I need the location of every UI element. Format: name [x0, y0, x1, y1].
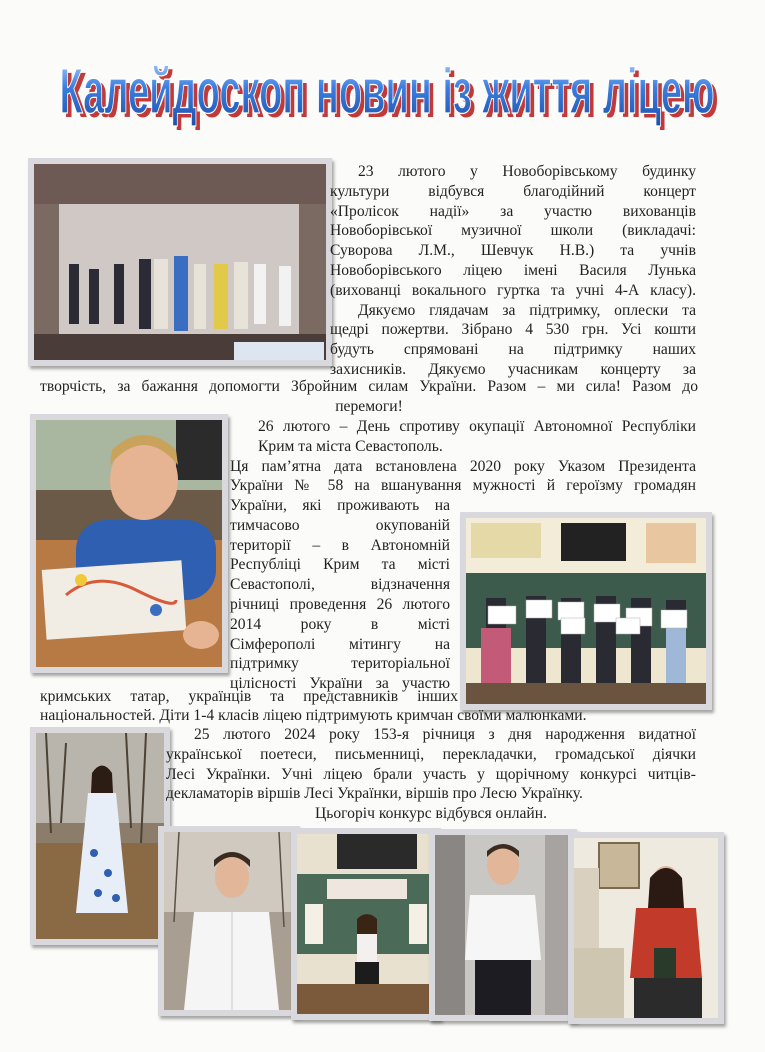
text-line: Республіці Крим та місті — [230, 556, 450, 574]
text-line: перемоги! — [335, 398, 403, 415]
text-line: України, які проживають на — [230, 497, 450, 514]
text-line: Цьогоріч конкурс відбувся онлайн. — [314, 805, 547, 823]
text-line: річниці проведення 26 лютого — [230, 595, 450, 613]
title-shadow: Калейдоскоп новин із життя ліцею — [63, 59, 719, 131]
text-line: України № 58 на вшанування мужності й героїзму громадян — [230, 477, 696, 495]
text-line: Лесі Українки. Учні ліцею брали участь у щорічному конкурсі читців- — [166, 765, 696, 783]
text-line: Севастополі, відзначення — [230, 576, 450, 594]
concert-photo — [28, 158, 332, 366]
text-line: творчість, за бажання допомогти Збройним силам України. Разом – ми сила! Разом до — [40, 378, 698, 395]
text-line: Сімферополі мітингу на — [230, 635, 450, 653]
text-line: культури відбувся благодійний концерт — [330, 182, 696, 200]
child-drawing-photo — [30, 414, 228, 673]
page-title — [20, 40, 750, 135]
text-line: Крим та міста Севастополь. — [258, 437, 443, 455]
text-line: захисників. Дякуємо учасникам концерту за — [330, 360, 696, 378]
text-line: Ця пам’ятна дата встановлена 2020 року Указом Президента — [230, 457, 696, 475]
text-line: декламаторів віршів Лесі Українки, віршів про Лесю Українку. — [166, 785, 583, 803]
text-line: (вихованці вокального гуртка та учні 4-А класу). — [330, 281, 696, 299]
text-line: Суворова Л.М., Шевчук Н.В.) та учнів — [330, 242, 696, 260]
text-line: території – в Автономній — [230, 536, 450, 554]
text-line: національностей. Діти 1-4 класів ліцею підтримують кримчан своїми малюнками. — [40, 707, 587, 724]
boy-white-shirt-photo — [158, 826, 300, 1016]
text-line: підтримку територіальної — [230, 655, 450, 673]
text-line: Новоборівського ліцею імені Василя Лунька — [330, 261, 696, 279]
text-line: Новоборівської музичної школи (викладачі: — [330, 222, 696, 240]
text-line: 23 лютого у Новоборівському будинку — [358, 163, 696, 180]
title-text: Калейдоскоп новин із життя ліцею — [59, 55, 715, 127]
concert-paragraph — [330, 162, 696, 301]
text-line: будуть спрямовані на підтримку наших — [330, 341, 696, 359]
text-line: української поетеси, письменниці, перекладачки, громадської діячки — [166, 745, 696, 763]
boy-indoor-photo — [429, 829, 577, 1021]
girl-outdoor-photo — [30, 727, 170, 945]
text-line: 26 лютого – День спротиву окупації Автономної Республіки — [258, 418, 696, 435]
classroom-drawings-photo — [460, 512, 712, 710]
text-line: Дякуємо глядачам за підтримку, оплески та — [358, 301, 696, 319]
text-line: 2014 року в місті — [230, 615, 450, 633]
thanks-paragraph — [330, 301, 696, 380]
text-line: цілісності України за участю — [230, 675, 450, 693]
girl-classroom-photo — [291, 828, 441, 1020]
text-line: тимчасово окупованій — [230, 516, 450, 534]
text-line: кримських татар, українців та представників інших — [40, 688, 458, 705]
text-line: щедрі пожертви. Зібрано 4 530 грн. Усі кошти — [330, 321, 696, 339]
text-line: 25 лютого 2024 року 153-я річниця з дня народження видатної — [194, 726, 696, 743]
woman-book-photo — [568, 832, 724, 1024]
text-line: «Пролісок надії» за участю вихованців — [330, 202, 696, 220]
